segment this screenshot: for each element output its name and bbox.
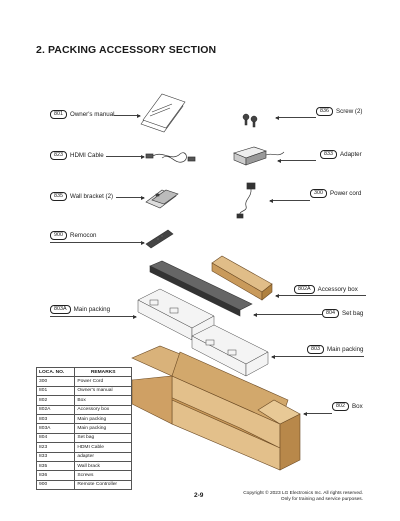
callout-set-bag [322,309,363,318]
table-cell: Wall brack [75,461,132,470]
label-main-packing-a: Main packing [73,306,111,313]
table-cell: 802 [37,396,75,405]
table-row [37,405,132,414]
loca-no-900: 900 [50,231,67,240]
table-row [37,414,132,423]
table-header-row [37,368,132,377]
page-number: 2-9 [194,492,204,499]
table-cell: adapter [75,452,132,461]
loca-no-802: 802 [332,402,349,411]
service-note: Only for training and service purposes. [280,497,363,502]
hdmi-cable-drawing [146,153,195,163]
table-row [37,461,132,470]
table-row [37,424,132,433]
callout-wall-bracket [50,192,113,201]
leader-line-900 [50,242,144,243]
page-title: 2. PACKING ACCESSORY SECTION [36,44,217,56]
callout-hdmi-cable [50,151,104,160]
table-cell: 801 [37,386,75,395]
power-cord-drawing [237,183,255,218]
leader-line-803a [50,316,136,317]
label-owners-manual: Owner's manual [70,111,115,118]
label-main-packing: Main packing [327,346,364,353]
callout-owners-manual [50,110,115,119]
leader-line-802a [276,295,366,296]
table-cell: Remote Controller [75,480,132,489]
loca-no-300: 300 [310,189,327,198]
table-cell: 836 [37,471,75,480]
table-cell: Screws [75,471,132,480]
label-screw: Screw (2) [336,108,363,115]
label-adapter: Adapter [340,151,362,158]
table-cell: 300 [37,377,75,386]
column-header-loca-no: LOCA. NO. [37,368,75,377]
label-remocon: Remocon [70,232,97,239]
column-header-remarks: REMARKS [75,368,132,377]
callout-box [332,402,363,411]
table-cell: Main packing [75,424,132,433]
callout-remocon [50,231,96,240]
loca-no-802a: 802A [294,285,315,294]
leader-line-835 [116,197,144,198]
callout-screw [316,107,362,116]
label-set-bag: Set bag [342,310,364,317]
table-row [37,396,132,405]
table-cell: 833 [37,452,75,461]
table-cell: 835 [37,461,75,470]
callout-main-packing-a [50,305,110,314]
label-hdmi-cable: HDMI Cable [70,152,104,159]
callout-power-cord [310,189,361,198]
leader-line-836 [276,117,316,118]
table-cell: Set bag [75,433,132,442]
table-cell: 823 [37,443,75,452]
table-cell: 900 [37,480,75,489]
loca-no-836: 836 [316,107,333,116]
table-row [37,471,132,480]
callout-accessory-box [294,285,358,294]
leader-line-801 [114,115,140,116]
leader-line-300 [270,200,310,201]
leader-line-833 [278,160,316,161]
copyright-notice [243,491,363,503]
table-cell: 802A [37,405,75,414]
table-cell: Accessory box [75,405,132,414]
table-row [37,386,132,395]
loca-no-801: 801 [50,110,67,119]
label-accessory-box: Accessory box [317,286,358,293]
leader-line-802 [304,413,332,414]
table-row [37,443,132,452]
leader-line-823 [106,156,144,157]
remote-drawing [146,230,173,248]
wall-bracket-drawing [146,190,178,208]
table-cell: 803 [37,414,75,423]
table-cell: HDMI Cable [75,443,132,452]
label-wall-bracket: Wall bracket (2) [70,193,114,200]
loca-no-823: 823 [50,151,67,160]
table-row [37,377,132,386]
leader-line-804 [254,314,322,315]
leader-line-803 [272,356,364,357]
screw-drawing [243,114,257,127]
loca-no-803a: 803A [50,305,71,314]
table-cell: Box [75,396,132,405]
owners-manual-drawing [141,94,185,132]
table-row [37,452,132,461]
loca-no-833: 833 [320,150,337,159]
callout-main-packing [307,345,363,354]
remarks-table [36,367,132,490]
copyright-text: Copyright © 2023 LG Electronics Inc. All rights reserved. [243,491,363,496]
callout-adapter [320,150,362,159]
loca-no-803: 803 [307,345,324,354]
loca-no-835: 835 [50,192,67,201]
table-row [37,480,132,489]
label-box: Box [352,403,363,410]
table-row [37,433,132,442]
box-drawing [132,346,300,470]
table-cell: 804 [37,433,75,442]
label-power-cord: Power cord [330,190,362,197]
table-cell: 803A [37,424,75,433]
table-cell: Owner's manual [75,386,132,395]
table-cell: Main packing [75,414,132,423]
loca-no-804: 804 [322,309,339,318]
table-cell: Power Cord [75,377,132,386]
